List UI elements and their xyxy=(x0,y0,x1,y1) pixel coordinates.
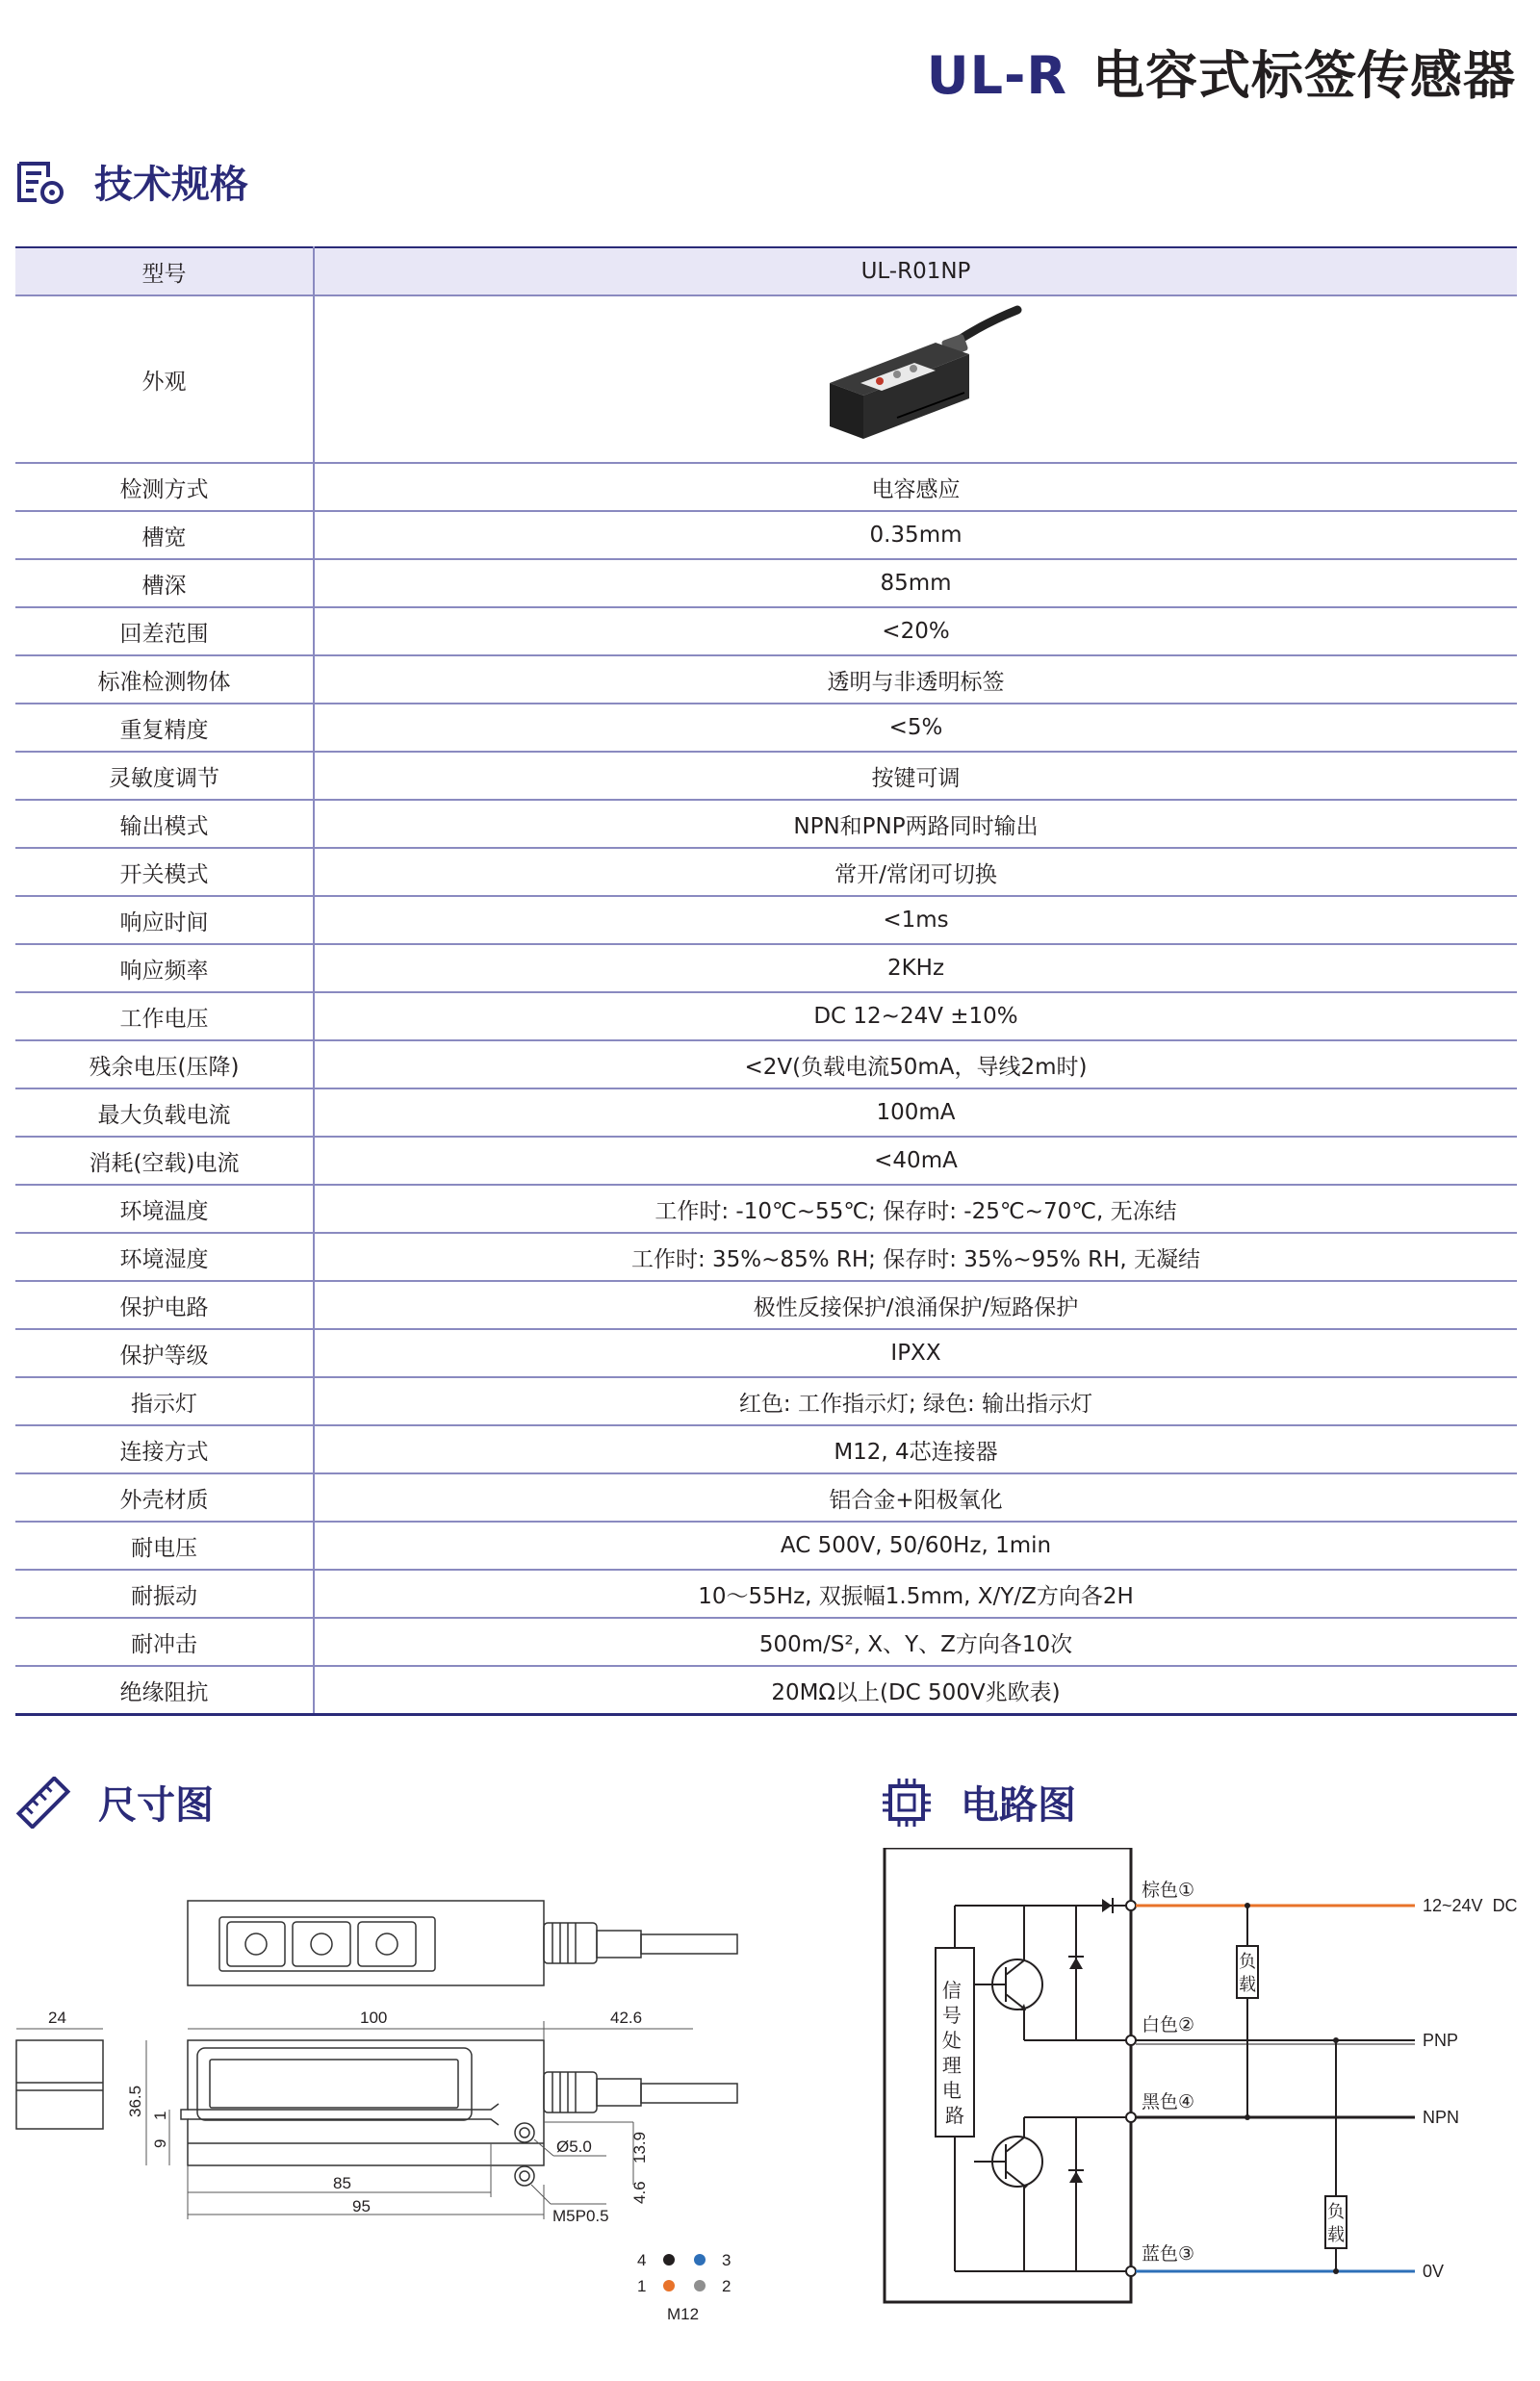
spec-row xyxy=(15,1377,1517,1425)
spec-label: 耐振动 xyxy=(15,1570,314,1618)
spec-row xyxy=(15,607,1517,655)
output-supply-label: 12~24V DC xyxy=(1423,1896,1518,1915)
spec-row xyxy=(15,752,1517,800)
product-name: 电容式标签传感器 xyxy=(1092,45,1516,106)
spec-row xyxy=(15,1666,1517,1715)
spec-label: 保护等级 xyxy=(15,1329,314,1377)
spec-value: 铝合金+阳极氧化 xyxy=(314,1473,1517,1522)
spec-label: 响应时间 xyxy=(15,896,314,944)
spec-row xyxy=(15,295,1517,463)
product-photo xyxy=(801,304,1032,448)
spec-label: 外观 xyxy=(15,295,314,463)
spec-row xyxy=(15,511,1517,559)
wire-white-label: 白色② xyxy=(1142,2014,1195,2035)
pin-1: 1 xyxy=(637,2277,647,2295)
spec-row xyxy=(15,247,1517,295)
spec-table xyxy=(15,246,1517,1716)
dim-length-100: 100 xyxy=(360,2009,388,2027)
load-2-label-bottom: 载 xyxy=(1327,2225,1345,2245)
spec-value: 按键可调 xyxy=(314,752,1517,800)
dimension-section-heading xyxy=(15,1775,214,1830)
spec-row xyxy=(15,655,1517,704)
dim-thread-spec: M5P0.5 xyxy=(552,2207,609,2225)
spec-label: 保护电路 xyxy=(15,1281,314,1329)
spec-value: <2V(负载电流50mA，导线2m时) xyxy=(314,1040,1517,1088)
spec-value: <5% xyxy=(314,704,1517,752)
circuit-section-title: 电路图 xyxy=(961,1783,1076,1828)
spec-label: 环境温度 xyxy=(15,1185,314,1233)
spec-row xyxy=(15,1088,1517,1137)
dim-height-4-6: 4.6 xyxy=(630,2181,649,2204)
dim-length-42-6: 42.6 xyxy=(610,2009,643,2027)
spec-label: 响应频率 xyxy=(15,944,314,992)
spec-value: M12, 4芯连接器 xyxy=(314,1425,1517,1473)
ruler-icon xyxy=(15,1777,71,1829)
spec-value: <1ms xyxy=(314,896,1517,944)
spec-value: 85mm xyxy=(314,559,1517,607)
spec-value: 10～55Hz, 双振幅1.5mm, X/Y/Z方向各2H xyxy=(314,1570,1517,1618)
load-1-label-bottom: 载 xyxy=(1239,1975,1256,1995)
spec-row xyxy=(15,1570,1517,1618)
spec-value: 常开/常闭可切换 xyxy=(314,848,1517,896)
dim-height-36-5: 36.5 xyxy=(126,2085,144,2117)
spec-label: 耐电压 xyxy=(15,1522,314,1570)
circuit-section-heading xyxy=(880,1775,1076,1830)
spec-value: 电容感应 xyxy=(314,463,1517,511)
spec-value: 红色: 工作指示灯; 绿色: 输出指示灯 xyxy=(314,1377,1517,1425)
spec-label: 指示灯 xyxy=(15,1377,314,1425)
spec-row xyxy=(15,1618,1517,1666)
spec-row xyxy=(15,800,1517,848)
spec-value: NPN和PNP两路同时输出 xyxy=(314,800,1517,848)
spec-row xyxy=(15,1233,1517,1281)
spec-row xyxy=(15,1473,1517,1522)
load-1-label-top: 负 xyxy=(1239,1952,1256,1972)
spec-value: 0.35mm xyxy=(314,511,1517,559)
spec-value: <40mA xyxy=(314,1137,1517,1185)
spec-row xyxy=(15,463,1517,511)
spec-label: 开关模式 xyxy=(15,848,314,896)
spec-row xyxy=(15,1329,1517,1377)
spec-value: IPXX xyxy=(314,1329,1517,1377)
spec-label: 槽宽 xyxy=(15,511,314,559)
spec-label: 绝缘阻抗 xyxy=(15,1666,314,1715)
page-title xyxy=(927,35,1516,109)
spec-value: DC 12~24V ±10% xyxy=(314,992,1517,1040)
spec-row xyxy=(15,1137,1517,1185)
spec-row xyxy=(15,1185,1517,1233)
wire-black-label: 黑色④ xyxy=(1142,2091,1195,2112)
spec-value: 20MΩ以上(DC 500V兆欧表) xyxy=(314,1666,1517,1715)
m12-pinout xyxy=(637,2251,731,2323)
spec-label: 槽深 xyxy=(15,559,314,607)
spec-label: 消耗(空载)电流 xyxy=(15,1137,314,1185)
spec-value: 2KHz xyxy=(314,944,1517,992)
spec-section-title: 技术规格 xyxy=(94,163,248,207)
dim-height-9: 9 xyxy=(151,2138,169,2148)
spec-section-heading xyxy=(15,154,248,209)
wire-brown-label: 棕色① xyxy=(1142,1880,1195,1901)
processor-label: 信 号 处 理 电 路 xyxy=(941,1979,964,2127)
spec-value: 透明与非透明标签 xyxy=(314,655,1517,704)
spec-label: 外壳材质 xyxy=(15,1473,314,1522)
dim-width-24: 24 xyxy=(48,2009,66,2027)
output-0v-label: 0V xyxy=(1423,2262,1445,2281)
spec-row xyxy=(15,1040,1517,1088)
dimension-drawing xyxy=(0,1867,770,2348)
spec-label: 回差范围 xyxy=(15,607,314,655)
spec-value: 500m/S², X、Y、Z方向各10次 xyxy=(314,1618,1517,1666)
dim-length-95: 95 xyxy=(352,2197,371,2215)
wire-blue-label: 蓝色③ xyxy=(1142,2243,1195,2265)
dim-height-13-9: 13.9 xyxy=(630,2131,649,2163)
spec-label: 连接方式 xyxy=(15,1425,314,1473)
dim-slot-depth-85: 85 xyxy=(333,2174,351,2192)
spec-label: 环境湿度 xyxy=(15,1233,314,1281)
spec-list-icon xyxy=(15,158,67,206)
model-name: UL-R xyxy=(926,45,1067,106)
spec-row xyxy=(15,1281,1517,1329)
spec-label: 耐冲击 xyxy=(15,1618,314,1666)
dimension-section-title: 尺寸图 xyxy=(98,1783,214,1828)
spec-row xyxy=(15,559,1517,607)
spec-value: 极性反接保护/浪涌保护/短路保护 xyxy=(314,1281,1517,1329)
load-2-label-top: 负 xyxy=(1327,2202,1345,2222)
spec-label: 检测方式 xyxy=(15,463,314,511)
spec-value: UL-R01NP xyxy=(314,247,1517,295)
spec-value: <20% xyxy=(314,607,1517,655)
spec-label: 工作电压 xyxy=(15,992,314,1040)
spec-row xyxy=(15,992,1517,1040)
spec-label: 标准检测物体 xyxy=(15,655,314,704)
pin-2: 2 xyxy=(722,2277,732,2295)
circuit-diagram xyxy=(866,1848,1540,2310)
pin-4: 4 xyxy=(637,2251,647,2269)
dim-hole-diameter: Ø5.0 xyxy=(556,2138,592,2156)
spec-label: 型号 xyxy=(15,247,314,295)
output-npn-label: NPN xyxy=(1423,2108,1460,2127)
spec-value: 工作时: -10℃~55℃; 保存时: -25℃~70℃, 无冻结 xyxy=(314,1185,1517,1233)
spec-row xyxy=(15,848,1517,896)
chip-icon xyxy=(880,1776,934,1830)
spec-label: 灵敏度调节 xyxy=(15,752,314,800)
pin-3: 3 xyxy=(722,2251,732,2269)
spec-row xyxy=(15,944,1517,992)
spec-value: AC 500V, 50/60Hz, 1min xyxy=(314,1522,1517,1570)
spec-row xyxy=(15,1425,1517,1473)
spec-value: 100mA xyxy=(314,1088,1517,1137)
spec-row xyxy=(15,704,1517,752)
spec-label: 最大负载电流 xyxy=(15,1088,314,1137)
spec-row xyxy=(15,896,1517,944)
spec-label: 重复精度 xyxy=(15,704,314,752)
spec-row xyxy=(15,1522,1517,1570)
spec-label: 残余电压(压降) xyxy=(15,1040,314,1088)
output-pnp-label: PNP xyxy=(1423,2031,1459,2050)
dim-height-1: 1 xyxy=(151,2111,169,2120)
spec-label: 输出模式 xyxy=(15,800,314,848)
connector-type: M12 xyxy=(667,2305,700,2323)
spec-appearance-cell xyxy=(314,295,1517,463)
spec-value: 工作时: 35%~85% RH; 保存时: 35%~95% RH, 无凝结 xyxy=(314,1233,1517,1281)
